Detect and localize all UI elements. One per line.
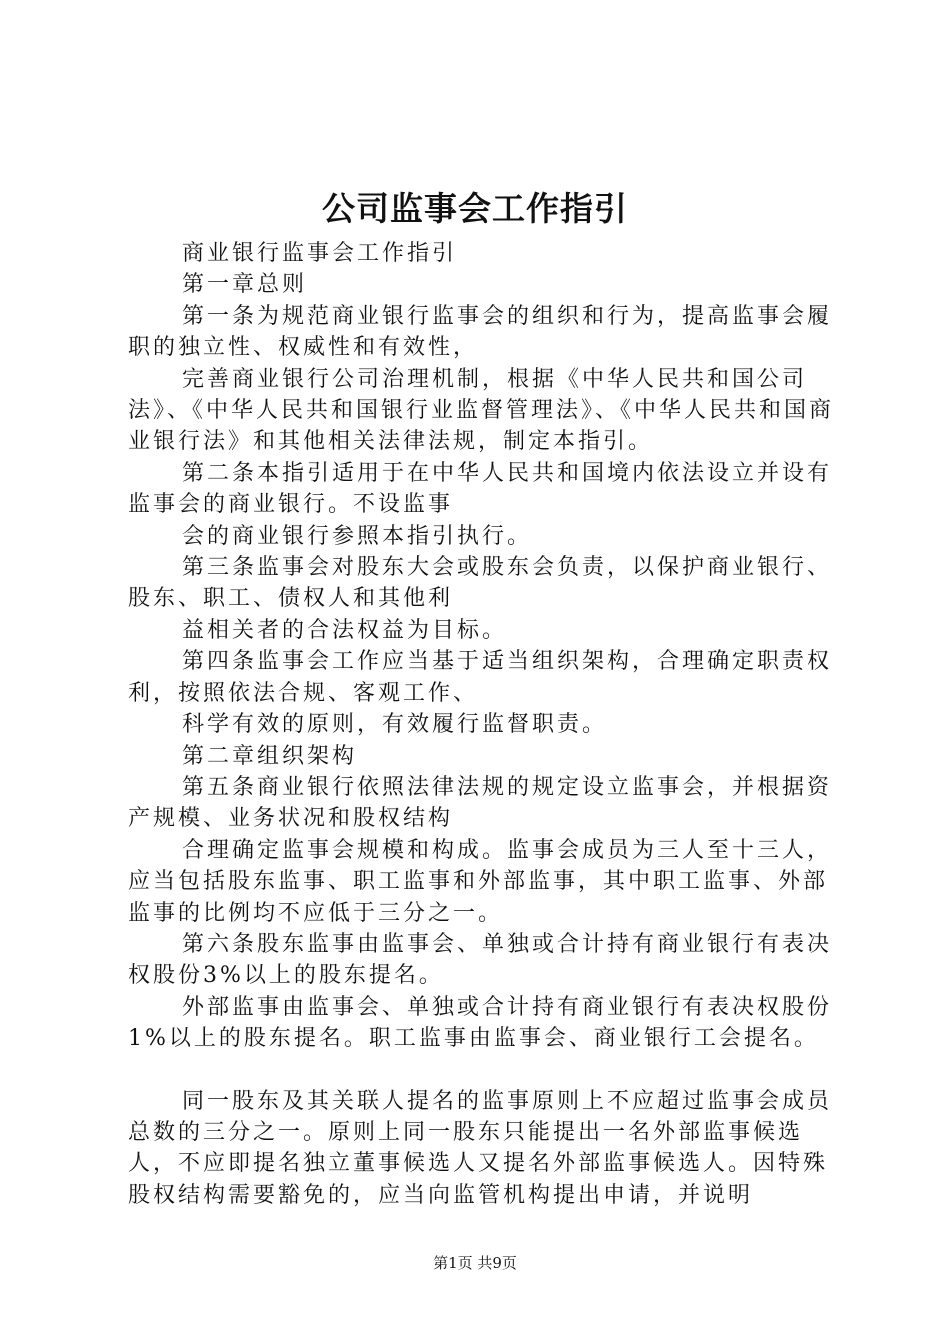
paragraph: 第六条股东监事由监事会、单独或合计持有商业银行有表决权股份3%以上的股东提名。 [128,931,833,989]
chapter-heading: 第二章组织架构 [182,743,358,769]
paragraph: 完善商业银行公司治理机制，根据《中华人民共和国公司法》、《中华人民共和国银行业监督管理法》、《中华人民共和国商业银行法》和其他相关法律法规，制定本指引。 [128,366,835,455]
paragraph: 益相关者的合法权益为目标。 [182,617,508,643]
paragraph-subtitle: 商业银行监事会工作指引 [182,241,458,266]
paragraph: 合理确定监事会规模和构成。监事会成员为三人至十三人，应当包括股东监事、职工监事和外部监事，其中职工监事、外部监事的比例均不应低于三分之一。 [128,837,833,926]
document-title: 公司监事会工作指引 [322,189,628,228]
paragraph: 同一股东及其关联人提名的监事原则上不应超过监事会成员总数的三分之一。原则上同一股东只能提出一名外部监事候选人，不应即提名独立董事候选人又提名外部监事候选人。因特殊股权结构需要豁免的，应当向监管机构提出申请，并说明 [128,1088,833,1208]
paragraph: 第三条监事会对股东大会或股东会负责，以保护商业银行、股东、职工、债权人和其他利 [128,555,833,612]
paragraph: 科学有效的原则，有效履行监督职责。 [182,712,608,738]
paragraph: 外部监事由监事会、单独或合计持有商业银行有表决权股份1%以上的股东提名。职工监事由监事会、商业银行工会提名。 [128,994,833,1052]
paragraph: 会的商业银行参照本指引执行。 [182,523,533,549]
page-number-footer: 第1页 共9页 [433,1254,517,1272]
document-body [128,238,840,1211]
paragraph: 第二条本指引适用于在中华人民共和国境内依法设立并设有监事会的商业银行。不设监事 [128,460,833,518]
chapter-heading: 第一章总则 [182,272,308,298]
paragraph: 第一条为规范商业银行监事会的组织和行为，提高监事会履职的独立性、权威性和有效性， [128,303,833,361]
paragraph: 第四条监事会工作应当基于适当组织架构，合理确定职责权利，按照依法合规、客观工作、 [128,649,833,706]
paragraph: 第五条商业银行依照法律法规的规定设立监事会，并根据资产规模、业务状况和股权结构 [128,774,833,832]
